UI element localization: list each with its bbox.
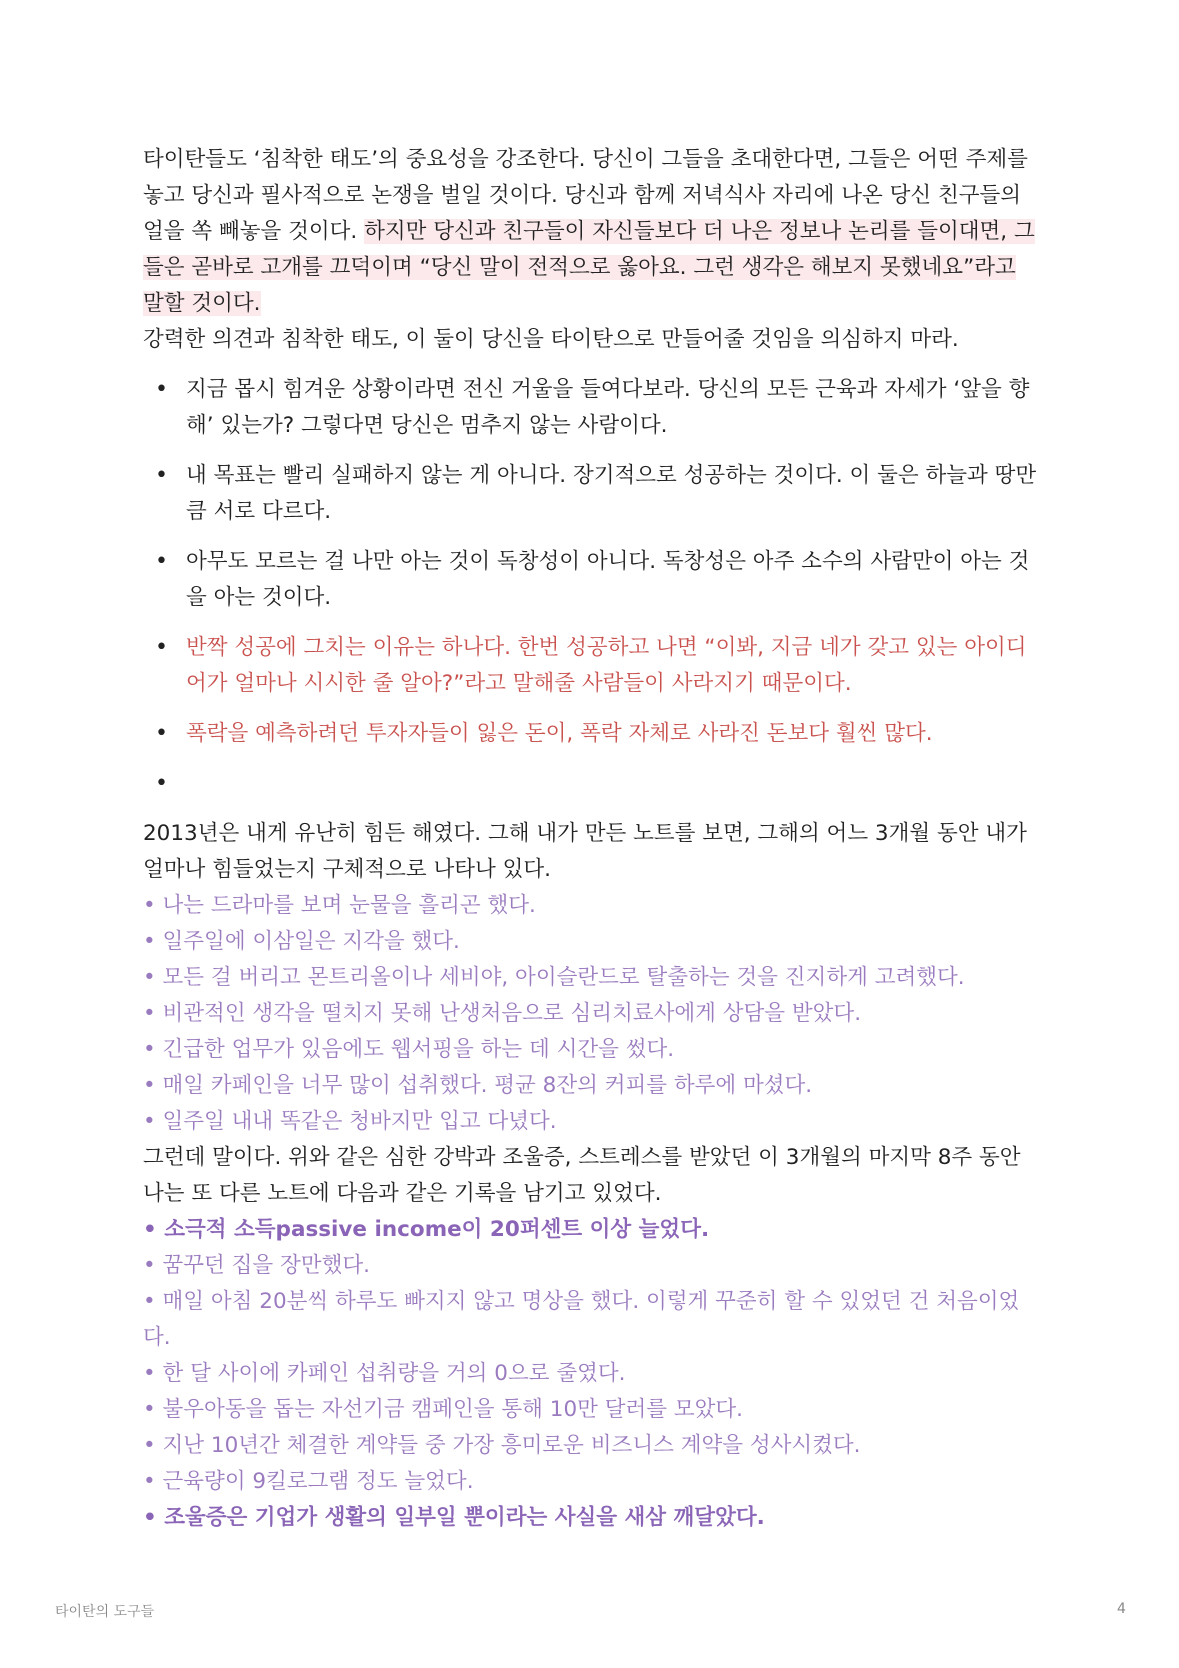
list-item: • 지난 10년간 체결한 계약들 중 가장 흥미로운 비즈니스 계약을 성사시켰다. xyxy=(143,1433,861,1458)
footer-book-title: 타이탄의 도구들 xyxy=(55,1604,155,1620)
list-item: • 근육량이 9킬로그램 정도 늘었다. xyxy=(143,1469,474,1494)
bullet-item xyxy=(143,766,1043,802)
bullet-item: • 반짝 성공에 그치는 이유는 하나다. 한번 성공하고 나면 “이봐, 지금 네가 갖고 있는 아이디어가 얼마나 시시한 줄 알아?”라고 말해줄 사람들이 사라지기 때문이다. xyxy=(143,630,1043,702)
list-item: • 긴급한 업무가 있음에도 웹서핑을 하는 데 시간을 썼다. xyxy=(143,1037,675,1062)
bullet-item: • 지금 몹시 힘겨운 상황이라면 전신 거울을 들여다보라. 당신의 모든 근육과 자세가 ‘앞을 향해’ 있는가? 그렇다면 당신은 멈추지 않는 사람이다. xyxy=(143,372,1043,444)
list-item: • 매일 카페인을 너무 많이 섭취했다. 평균 8잔의 커피를 하루에 마셨다. xyxy=(143,1073,813,1098)
quote-bullet-list xyxy=(143,372,1043,802)
footer-page-number: 4 xyxy=(1117,1601,1126,1617)
intro-conclusion: 강력한 의견과 침착한 태도, 이 둘이 당신을 타이탄으로 만들어줄 것임을 의심하지 마라. xyxy=(143,327,959,352)
paragraph-2013: 2013년은 내게 유난히 힘든 해였다. 그해 내가 만든 노트를 보면, 그해의 어느 3개월 동안 내가 얼마나 힘들었는지 구체적으로 나타나 있다. xyxy=(143,821,1027,882)
list-item: • 한 달 사이에 카페인 섭취량을 거의 0으로 줄였다. xyxy=(143,1361,626,1386)
paragraph-however: 그런데 말이다. 위와 같은 심한 강박과 조울증, 스트레스를 받았던 이 3개월의 마지막 8주 동안 나는 또 다른 노트에 다음과 같은 기록을 남기고 있었다. xyxy=(143,1145,1021,1206)
highlighted-text: 하지만 당신과 친구들이 자신들보다 더 나은 정보나 논리를 들이대면, 그들은 곧바로 고개를 끄덕이며 “당신 말이 전적으로 옳아요. 그런 생각은 해보지 못했네요”라고 말할 것이다. xyxy=(143,219,1035,316)
list-item: • 조울증은 기업가 생활의 일부일 뿐이라는 사실을 새삼 깨달았다. xyxy=(143,1505,765,1530)
intro-paragraph xyxy=(143,142,1043,322)
list-item: • 나는 드라마를 보며 눈물을 흘리곤 했다. xyxy=(143,893,536,918)
list-item: • 매일 아침 20분씩 하루도 빠지지 않고 명상을 했다. 이렇게 꾸준히 할 수 있었던 건 처음이었다. xyxy=(143,1289,1020,1350)
list-item: • 모든 걸 버리고 몬트리올이나 세비야, 아이슬란드로 탈출하는 것을 진지하게 고려했다. xyxy=(143,965,965,990)
list-item: • 불우아동을 돕는 자선기금 캠페인을 통해 10만 달러를 모았다. xyxy=(143,1397,744,1422)
page-content xyxy=(143,142,1043,1536)
list-item: • 꿈꾸던 집을 장만했다. xyxy=(143,1253,370,1278)
intro-text: 타이탄들도 ‘침착한 태도’의 중요성을 강조한다. 당신이 그들을 초대한다면, 그들은 어떤 주제를 놓고 당신과 필사적으로 논쟁을 벌일 것이다. 당신과 함께 저녁식사 자리에 나온 당신 친구들의 얼을 쏙 빼놓을 것이다. xyxy=(143,147,1028,244)
bullet-item: • 내 목표는 빨리 실패하지 않는 게 아니다. 장기적으로 성공하는 것이다. 이 둘은 하늘과 땅만큼 서로 다르다. xyxy=(143,458,1043,530)
bullet-item: • 아무도 모르는 걸 나만 아는 것이 독창성이 아니다. 독창성은 아주 소수의 사람만이 아는 것을 아는 것이다. xyxy=(143,544,1043,616)
bullet-item: • 폭락을 예측하려던 투자자들이 잃은 돈이, 폭락 자체로 사라진 돈보다 훨씬 많다. xyxy=(143,716,1043,752)
list-item: • 비관적인 생각을 떨치지 못해 난생처음으로 심리치료사에게 상담을 받았다. xyxy=(143,1001,862,1026)
list-item: • 일주일 내내 똑같은 청바지만 입고 다녔다. xyxy=(143,1109,557,1134)
list-item: • 소극적 소득passive income이 20퍼센트 이상 늘었다. xyxy=(143,1217,710,1242)
list-item: • 일주일에 이삼일은 지각을 했다. xyxy=(143,929,460,954)
hard-times-list xyxy=(143,888,1043,1140)
achievements-list xyxy=(143,1212,1043,1536)
